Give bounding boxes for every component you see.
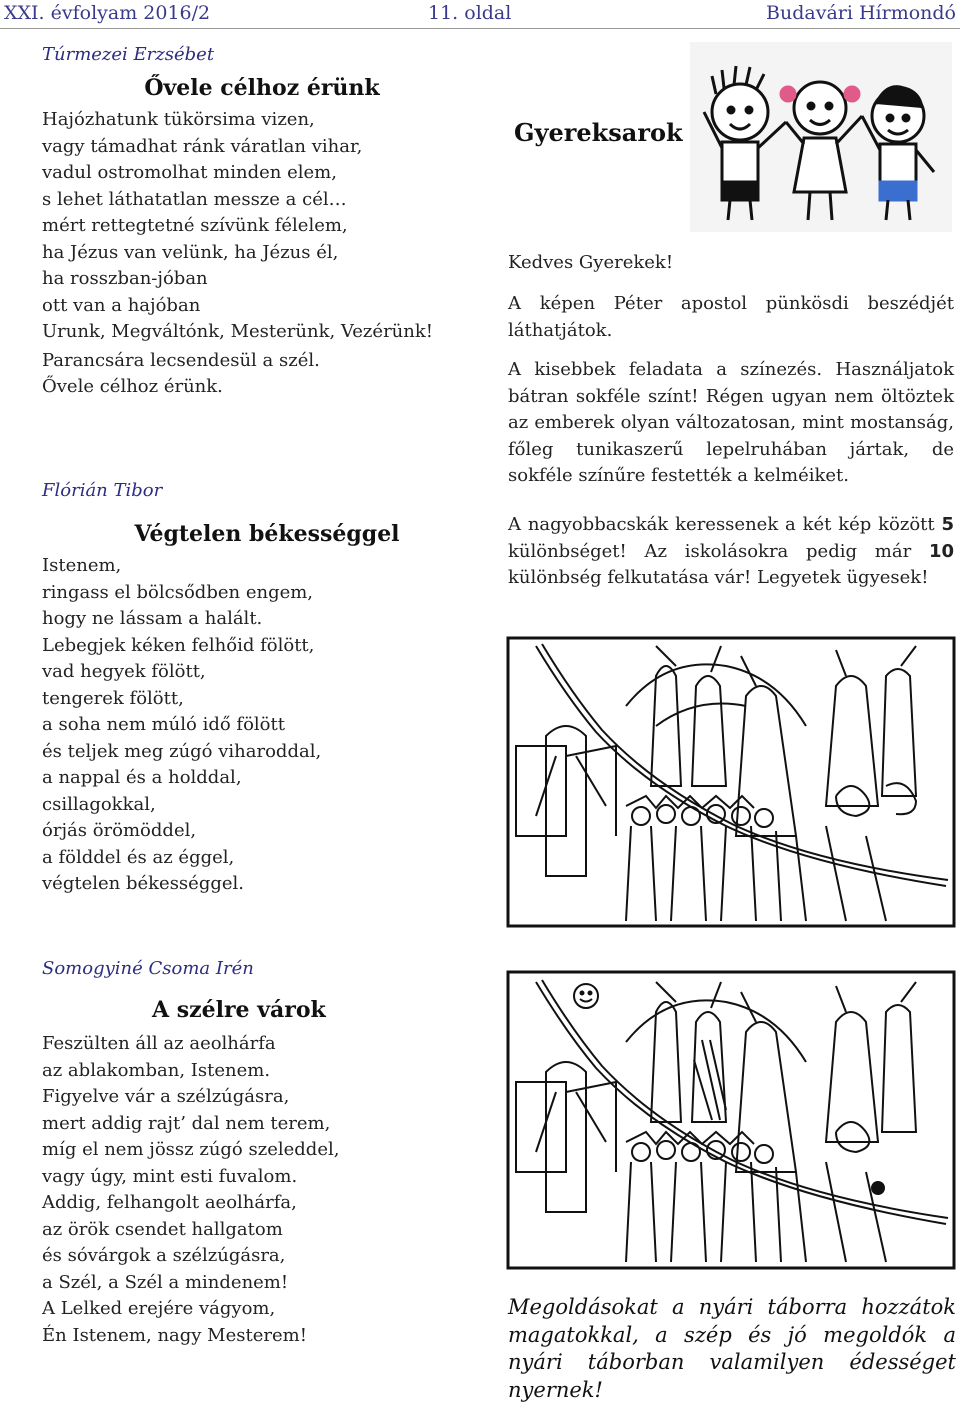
poem-line: ha rosszban-jóban	[42, 268, 208, 289]
poem-3-lines	[42, 1031, 482, 1349]
poem-line: az ablakomban, Istenem.	[42, 1059, 271, 1081]
kids-paragraph-3-text: különbség felkutatása vár! Legyetek ügyesek!	[508, 567, 929, 588]
poem-1-lines	[42, 107, 482, 401]
kids-paragraph-2: A kisebbek feladata a színezés. Használjatok bátran sokféle színt! Régen ugyan nem öltöztek az emberek olyan változatosan, mint mostanság, főleg tunikaszerű lepelruhában jártak, de sokféle színűre festették a kelméiket.	[508, 359, 954, 486]
poem-2-title: Végtelen békességgel	[134, 521, 400, 547]
poem-line: A Lelked erejére vágyom,	[42, 1298, 276, 1319]
poem-line: a nappal és a holddal,	[42, 767, 242, 788]
poem-line: és sóvárgok a szélzúgásra,	[42, 1245, 286, 1266]
poem-line: vagy úgy, mint esti fuvalom.	[42, 1165, 298, 1187]
older-kids-difference-count: 10	[928, 540, 954, 562]
poem-line: mért rettegtetné szívünk félelem,	[42, 215, 348, 236]
poem-1	[42, 44, 482, 401]
poem-line: a Szél, a Szél a mindenem!	[42, 1271, 289, 1293]
kids-paragraph-1: A képen Péter apostol pünkösdi beszédjét láthatjátok.	[508, 293, 954, 341]
header-volume: XXI. évfolyam 2016/2	[4, 2, 211, 24]
poem-line: Urunk, Megváltónk, Mesterünk, Vezérünk!	[42, 321, 433, 342]
poem-line: vadul ostromolhat minden elem,	[42, 162, 337, 183]
children-illustration	[690, 42, 952, 232]
poem-line: vad hegyek fölött,	[42, 661, 206, 682]
poem-1-title: Ővele célhoz érünk	[144, 75, 380, 101]
poem-line: Lebegjek kéken felhőid fölött,	[42, 634, 315, 656]
poem-line: az örök csendet hallgatom	[42, 1218, 283, 1240]
poem-1-author: Túrmezei Erzsébet	[42, 44, 215, 65]
poem-line: csillagokkal,	[42, 793, 156, 815]
poem-line: Én Istenem, nagy Mesterem!	[42, 1324, 307, 1346]
poem-line: hogy ne lássam a halált.	[42, 608, 263, 629]
poem-line: Istenem,	[42, 555, 122, 576]
coloring-picture-2	[506, 970, 956, 1270]
kids-paragraph-3	[508, 512, 954, 592]
poem-line: és teljek meg zúgó viharoddal,	[42, 740, 322, 762]
coloring-picture-1	[506, 636, 956, 928]
poem-line: ha Jézus van velünk, ha Jézus él,	[42, 241, 339, 263]
header-publication: Budavári Hírmondó	[766, 2, 956, 24]
poem-line: Parancsára lecsendesül a szél.	[42, 349, 320, 371]
poem-2	[42, 480, 482, 898]
poem-line: tengerek fölött,	[42, 687, 184, 709]
poem-line: Figyelve vár a szélzúgásra,	[42, 1086, 290, 1107]
poem-3	[42, 958, 482, 1349]
kids-corner-title: Gyereksarok	[514, 118, 683, 147]
poem-3-title: A szélre várok	[152, 997, 326, 1023]
small-kids-difference-count: 5	[941, 514, 954, 535]
header-page-number: 11. oldal	[428, 2, 512, 24]
poem-line: vagy támadhat ránk váratlan vihar,	[42, 135, 363, 157]
kids-paragraph-3-text: A nagyobbacskák keressenek a két kép között	[508, 514, 942, 535]
poem-line: Addig, felhangolt aeolhárfa,	[42, 1192, 297, 1213]
poem-line: ringass el bölcsődben engem,	[42, 581, 314, 603]
poem-line: órjás örömöddel,	[42, 820, 197, 841]
header-rule	[0, 28, 960, 29]
kids-greeting: Kedves Gyerekek!	[508, 252, 674, 273]
poem-line: ott van a hajóban	[42, 294, 201, 316]
poem-line: a földdel és az éggel,	[42, 846, 235, 868]
poem-3-author: Somogyiné Csoma Irén	[42, 958, 254, 979]
kids-paragraph-3-text: különbséget! Az iskolásokra pedig már	[508, 540, 929, 562]
poem-line: Ővele célhoz érünk.	[42, 376, 223, 397]
poem-2-lines	[42, 553, 482, 898]
poem-line: a soha nem múló idő fölött	[42, 714, 285, 735]
page-header	[0, 0, 960, 28]
poem-line: míg el nem jössz zúgó szeleddel,	[42, 1139, 340, 1160]
poem-line: végtelen békességgel.	[42, 873, 244, 894]
poem-line: Hajózhatunk tükörsima vizen,	[42, 109, 315, 130]
poem-line: mert addig rajt’ dal nem terem,	[42, 1112, 331, 1134]
poem-2-author: Flórián Tibor	[42, 480, 163, 501]
solution-note: Megoldásokat a nyári táborra hozzátok magatokkal, a szép és jó megoldók a nyári táborban valamilyen édességet nyernek!	[508, 1295, 956, 1402]
poem-line: Feszülten áll az aeolhárfa	[42, 1033, 276, 1054]
poem-line: s lehet láthatatlan messze a cél…	[42, 188, 347, 210]
